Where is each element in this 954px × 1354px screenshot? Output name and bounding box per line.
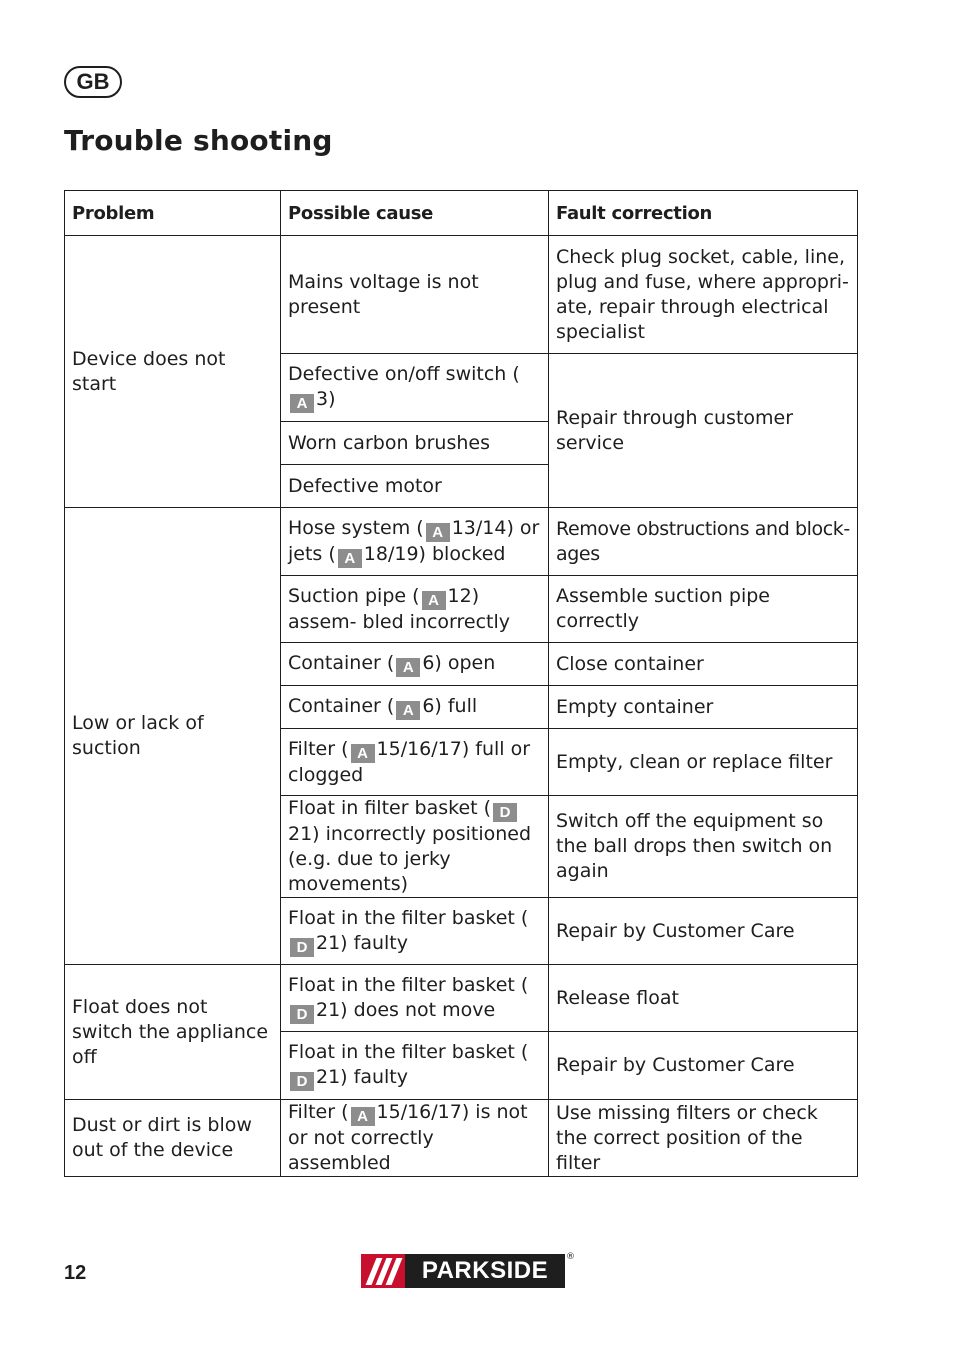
cause-cell: Container ( A 6) open (281, 643, 549, 686)
figure-ref-badge: A (422, 591, 446, 610)
correction-cell: Release float (549, 965, 858, 1032)
figure-ref-badge: A (338, 549, 362, 568)
correction-cell: Empty container (549, 686, 858, 729)
correction-cell: Close container (549, 643, 858, 686)
column-header-correction: Fault correction (549, 191, 858, 236)
figure-ref-badge: A (396, 658, 420, 677)
cause-cell: Defective on/off switch (A 3) (281, 354, 549, 422)
correction-cell: Assemble suction pipe correctly (549, 576, 858, 643)
problem-cell: Float does not switch the appliance off (65, 965, 281, 1100)
cause-cell: Container ( A 6) full (281, 686, 549, 729)
parkside-logo (361, 1252, 575, 1288)
cause-cell: Hose system ( A 13/14) or jets ( A 18/19) blocked (281, 508, 549, 576)
logo-slashes-icon (361, 1254, 405, 1288)
page-number: 12 (64, 1262, 87, 1284)
logo-wordmark: PARKSIDE (405, 1254, 565, 1288)
figure-ref-badge: A (351, 1107, 375, 1126)
correction-cell: Check plug socket, cable, line, plug and fuse, where appropri- ate, repair through electrical specialist (549, 236, 858, 354)
figure-ref-badge: D (290, 938, 314, 957)
registered-mark: ® (566, 1252, 575, 1262)
cause-cell: Suction pipe ( A 12) assem- bled incorrectly (281, 576, 549, 643)
cause-cell: Float in the filter basket (D 21) does not move (281, 965, 549, 1032)
correction-cell: Remove obstructions and block- ages (549, 508, 858, 576)
cause-cell: Filter ( A 15/16/17) full or clogged (281, 729, 549, 796)
table-row (65, 508, 858, 576)
cause-cell: Mains voltage is not present (281, 236, 549, 354)
cause-cell: Float in the filter basket (D 21) faulty (281, 1032, 549, 1100)
column-header-problem: Problem (65, 191, 281, 236)
figure-ref-badge: D (290, 1005, 314, 1024)
figure-ref-badge: A (351, 744, 375, 763)
table-row (65, 1100, 858, 1177)
cause-cell: Defective motor (281, 465, 549, 508)
cause-cell: Float in the filter basket (D 21) faulty (281, 898, 549, 965)
correction-cell: Use missing filters or check the correct position of the filter (549, 1100, 858, 1177)
table-header-row (65, 191, 858, 236)
cause-cell: Filter ( A 15/16/17) is not or not correctly assembled (281, 1100, 549, 1177)
figure-ref-badge: D (290, 1072, 314, 1091)
correction-cell: Switch off the equipment so the ball drops then switch on again (549, 796, 858, 898)
troubleshooting-table (64, 190, 858, 1177)
column-header-cause: Possible cause (281, 191, 549, 236)
problem-cell: Low or lack of suction (65, 508, 281, 965)
cause-cell: Worn carbon brushes (281, 422, 549, 465)
cause-cell: Float in filter basket ( D21) incorrectly positioned (e.g. due to jerky movements) (281, 796, 549, 898)
page-title: Trouble shooting (64, 124, 333, 157)
figure-ref-badge: A (290, 394, 314, 413)
correction-cell: Repair by Customer Care (549, 898, 858, 965)
figure-ref-badge: D (493, 803, 517, 822)
language-badge: GB (64, 66, 122, 98)
figure-ref-badge: A (396, 701, 420, 720)
problem-cell: Device does not start (65, 236, 281, 508)
problem-cell: Dust or dirt is blow out of the device (65, 1100, 281, 1177)
correction-cell: Repair by Customer Care (549, 1032, 858, 1100)
table-row (65, 236, 858, 354)
correction-cell: Empty, clean or replace filter (549, 729, 858, 796)
table-row (65, 965, 858, 1032)
correction-cell: Repair through customer service (549, 354, 858, 508)
figure-ref-badge: A (426, 523, 450, 542)
